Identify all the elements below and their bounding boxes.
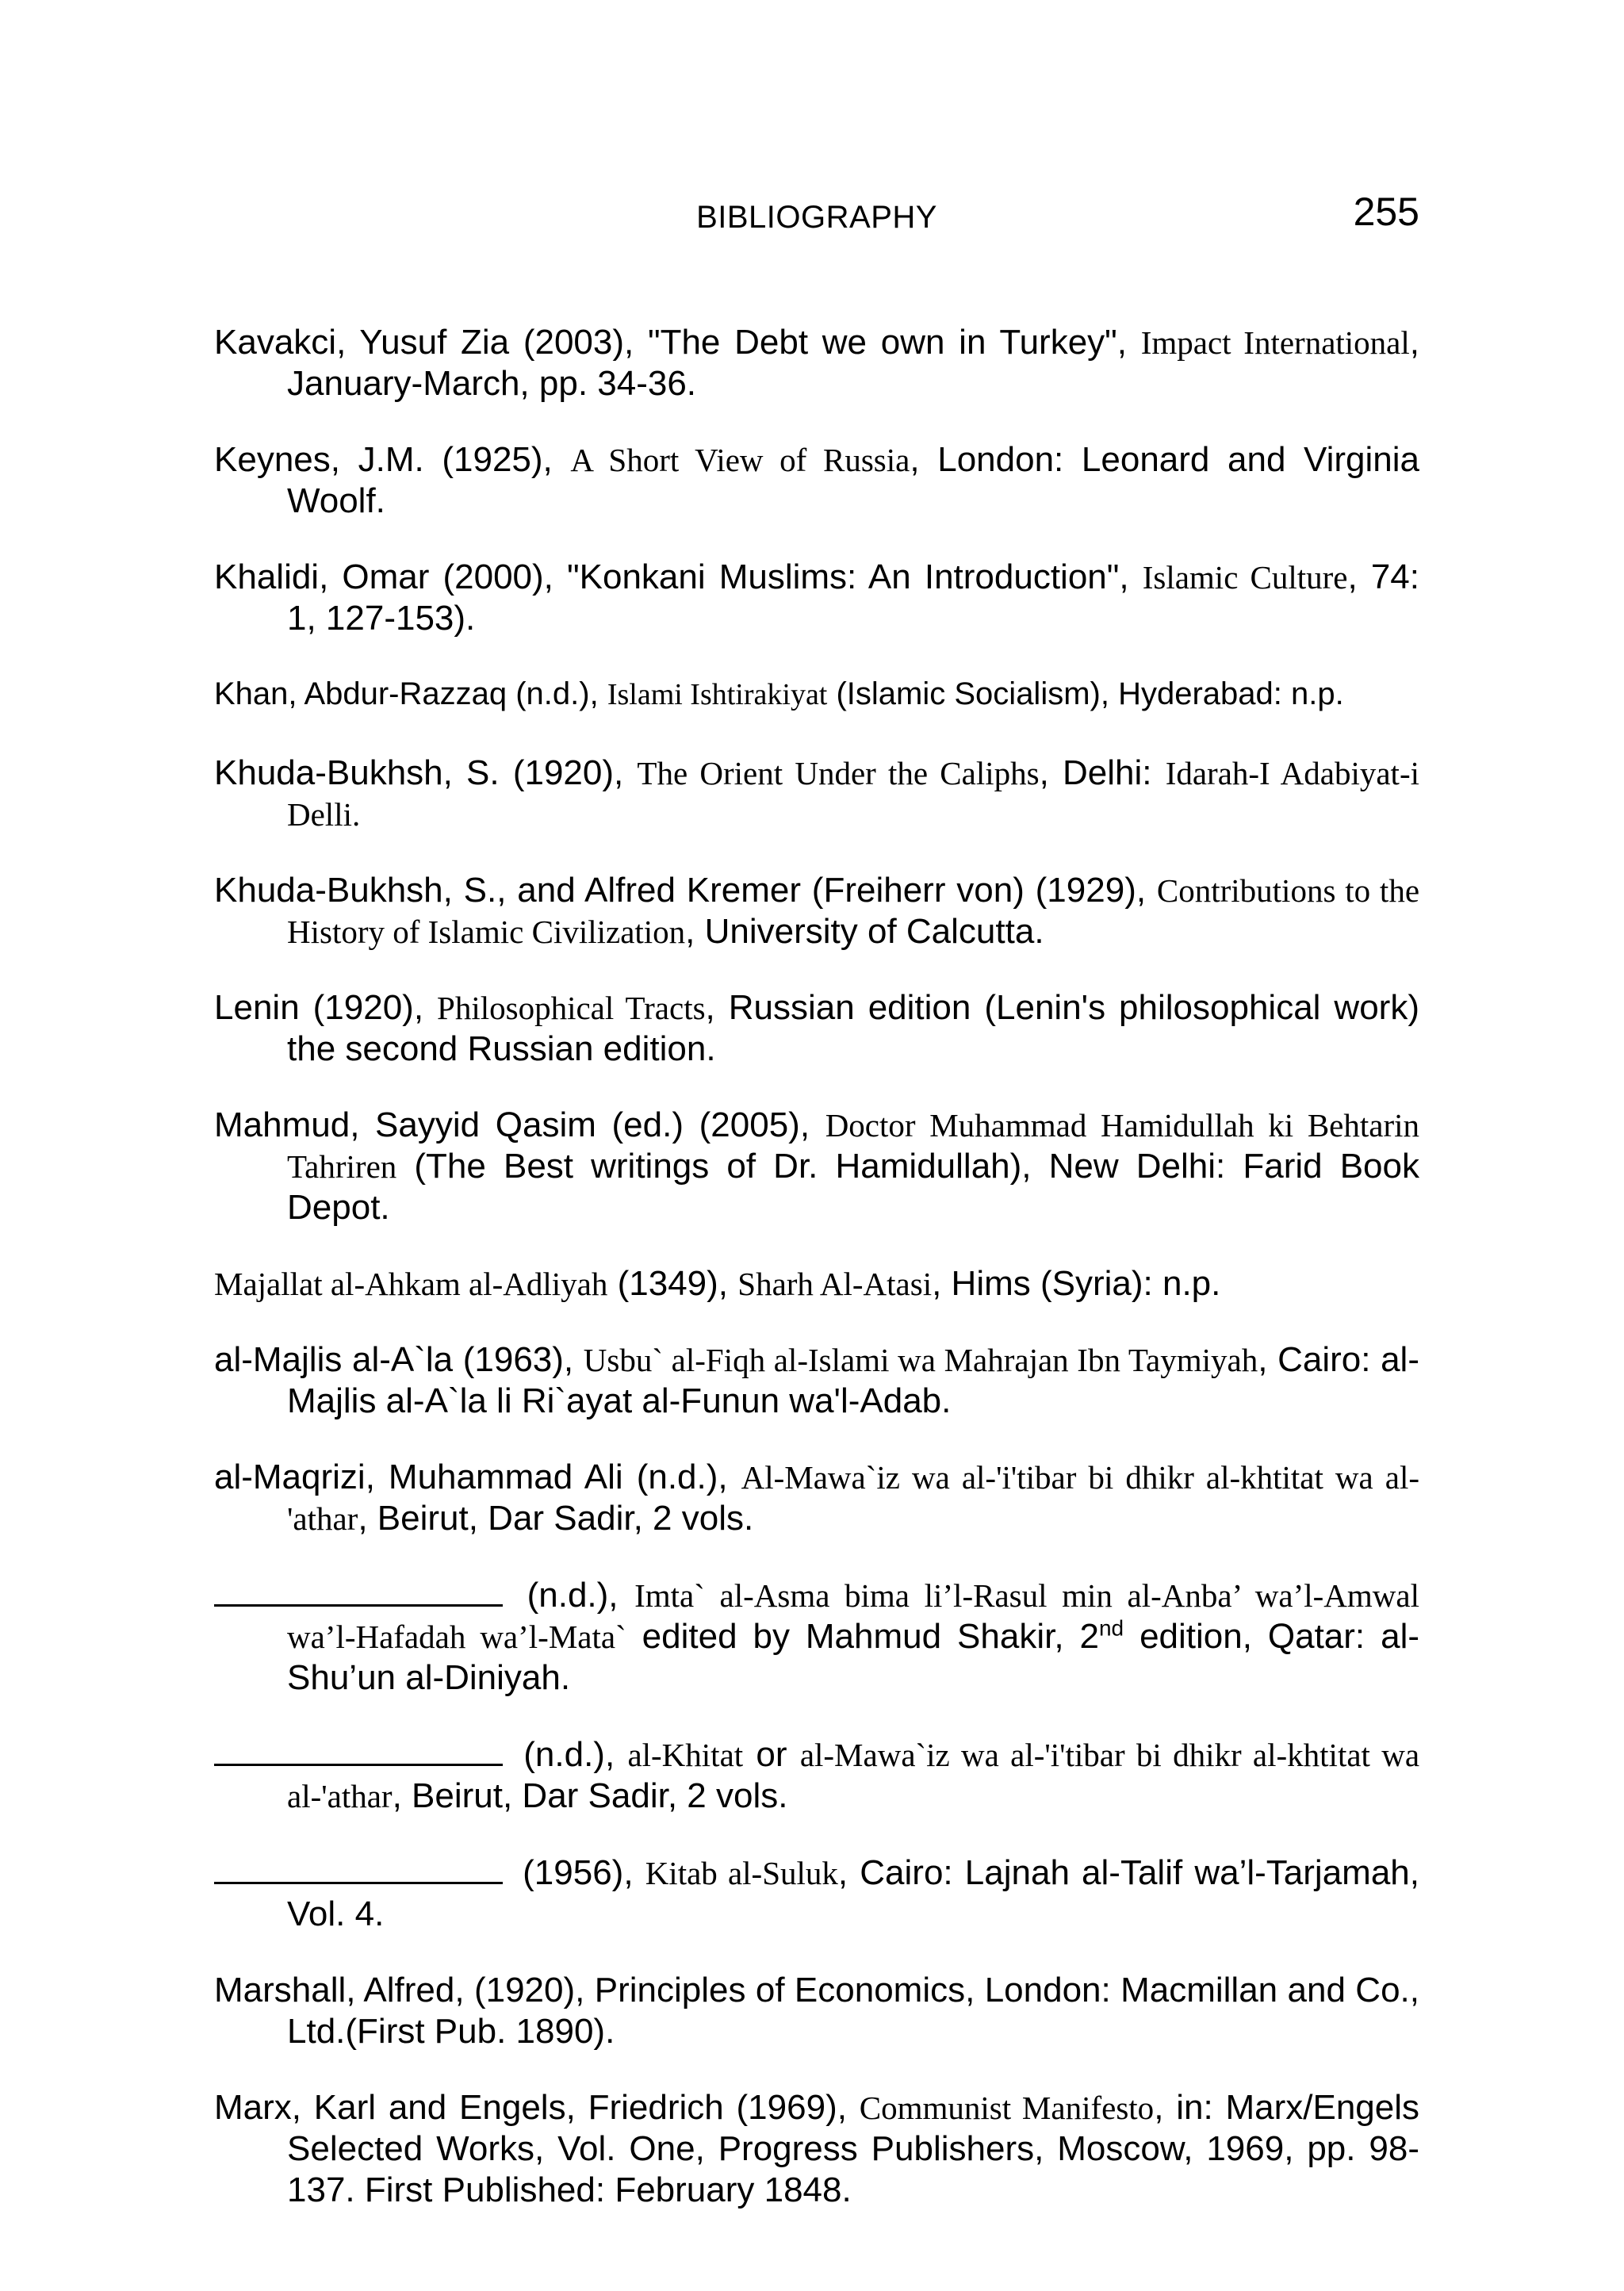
entry-text: al-Majlis al-A`la (1963),	[214, 1340, 584, 1379]
entry-text: , Hims (Syria): n.p.	[932, 1264, 1221, 1303]
bibliography-entry	[214, 1852, 1419, 1935]
entry-text: edition, Qatar: al-Shu’un al-Diniyah.	[287, 1617, 1419, 1697]
entry-text: (n.d.),	[511, 1735, 628, 1774]
work-title: Contributions to the History of Islamic Civilization	[287, 872, 1420, 950]
bibliography-entry	[214, 671, 1419, 718]
bibliography-entry	[214, 870, 1419, 952]
entry-text: , Beirut, Dar Sadir, 2 vols.	[392, 1776, 788, 1815]
bibliography-entry	[214, 987, 1419, 1070]
bibliography-entry	[214, 2087, 1419, 2211]
work-title: Doctor Muhammad Hamidullah ki Behtarin Tahriren	[287, 1107, 1419, 1185]
entry-text: Khuda-Bukhsh, S. (1920),	[214, 753, 638, 792]
entry-text: , January-March, pp. 34-36.	[287, 323, 1420, 403]
work-title: Islamic Culture	[1142, 559, 1348, 596]
ditto-author-rule	[214, 1734, 503, 1766]
work-title: Majallat al-Ahkam al-Adliyah	[214, 1266, 608, 1302]
entry-text: Mahmud, Sayyid Qasim (ed.) (2005),	[214, 1105, 825, 1144]
entry-text: , in: Marx/Engels Selected Works, Vol. One, Progress Publishers, Moscow, 1969, pp. 98-137. First Published: February 1848.	[287, 2088, 1420, 2209]
entry-text: Marshall, Alfred, (1920), Principles of Economics, London: Macmillan and Co., Ltd.(First Pub. 1890).	[214, 1971, 1419, 2051]
entry-text: , Cairo: Lajnah al-Talif wa’l-Tarjamah, Vol. 4.	[287, 1853, 1419, 1933]
entry-text: (1349),	[607, 1264, 738, 1303]
entry-text: or	[743, 1735, 800, 1774]
work-title: al-Khitat	[627, 1737, 744, 1773]
bibliography-entry	[214, 557, 1419, 639]
entry-text: , 74: 1, 127-153).	[287, 557, 1419, 638]
running-header	[214, 189, 1419, 244]
work-title: Impact International	[1140, 324, 1410, 361]
entry-text: al-Maqrizi, Muhammad Ali (n.d.),	[214, 1458, 741, 1496]
work-title: Idarah-I Adabiyat-i Delli.	[287, 755, 1419, 833]
entry-text: , Delhi:	[1039, 753, 1166, 792]
entry-text: Kavakci, Yusuf Zia (2003), "The Debt we own in Turkey",	[214, 323, 1141, 362]
work-title: Usbu` al-Fiqh al-Islami wa Mahrajan Ibn Taymiyah	[583, 1342, 1258, 1378]
page-number: 255	[1353, 190, 1419, 234]
entry-text: (The Best writings of Dr. Hamidullah), New Delhi: Farid Book Depot.	[287, 1147, 1419, 1227]
entry-text: , University of Calcutta.	[685, 912, 1044, 951]
bibliography-entry	[214, 322, 1419, 404]
work-title: Communist Manifesto	[859, 2090, 1155, 2126]
ditto-author-rule	[214, 1852, 503, 1884]
ditto-author-rule	[214, 1574, 503, 1607]
entry-text: (n.d.),	[511, 1576, 635, 1615]
entry-text: edited by Mahmud Shakir, 2	[626, 1617, 1099, 1656]
superscript: nd	[1098, 1615, 1124, 1641]
work-title: Al-Mawa`iz wa al-'i'tibar bi dhikr al-khtitat wa al-'athar	[287, 1459, 1419, 1537]
bibliography-entry	[214, 1734, 1419, 1817]
work-title: Islami Ishtirakiyat	[607, 678, 828, 711]
entry-text: Keynes, J.M. (1925),	[214, 440, 571, 479]
work-title: The Orient Under the Caliphs	[637, 755, 1040, 791]
entry-text: , London: Leonard and Virginia Woolf.	[287, 440, 1420, 520]
entry-text: Lenin (1920),	[214, 988, 438, 1027]
work-title: Philosophical Tracts	[437, 990, 706, 1026]
entry-text: Marx, Karl and Engels, Friedrich (1969),	[214, 2088, 860, 2127]
entry-text: Khan, Abdur-Razzaq (n.d.),	[214, 676, 607, 711]
entry-text: , Beirut, Dar Sadir, 2 vols.	[358, 1499, 754, 1538]
entry-text: (1956),	[511, 1853, 645, 1892]
entry-text: Khuda-Bukhsh, S., and Alfred Kremer (Freiherr von) (1929),	[214, 871, 1157, 910]
entry-text: Khalidi, Omar (2000), "Konkani Muslims: An Introduction",	[214, 557, 1143, 596]
work-title: Kitab al-Suluk	[645, 1855, 838, 1891]
bibliography-entry	[214, 1105, 1419, 1228]
bibliography-entry	[214, 1457, 1419, 1539]
entry-text: , Russian edition (Lenin's philosophical work) the second Russian edition.	[287, 988, 1419, 1068]
work-title: A Short View of Russia	[570, 442, 910, 478]
bibliography-entry	[214, 1263, 1419, 1304]
entry-text: , Cairo: al- Majlis al-A`la li Ri`ayat al-Funun wa'l-Adab.	[287, 1340, 1419, 1420]
entry-text: (Islamic Socialism), Hyderabad: n.p.	[827, 676, 1344, 711]
bibliography-list	[214, 287, 1419, 2241]
section-title: BIBLIOGRAPHY	[696, 200, 937, 235]
bibliography-entry	[214, 1970, 1419, 2052]
bibliography-entry	[214, 1574, 1419, 1699]
bibliography-entry	[214, 1339, 1419, 1422]
work-title: al-Mawa`iz wa al-'i'tibar bi dhikr al-khtitat wa al-'athar	[287, 1737, 1420, 1814]
bibliography-entry	[214, 753, 1419, 835]
work-title: Imta` al-Asma bima li’l-Rasul min al-Anba’ wa’l-Amwal wa’l-Hafadah wa’l-Mata`	[287, 1577, 1419, 1655]
bibliography-entry	[214, 439, 1419, 522]
work-title: Sharh Al-Atasi	[737, 1266, 933, 1302]
